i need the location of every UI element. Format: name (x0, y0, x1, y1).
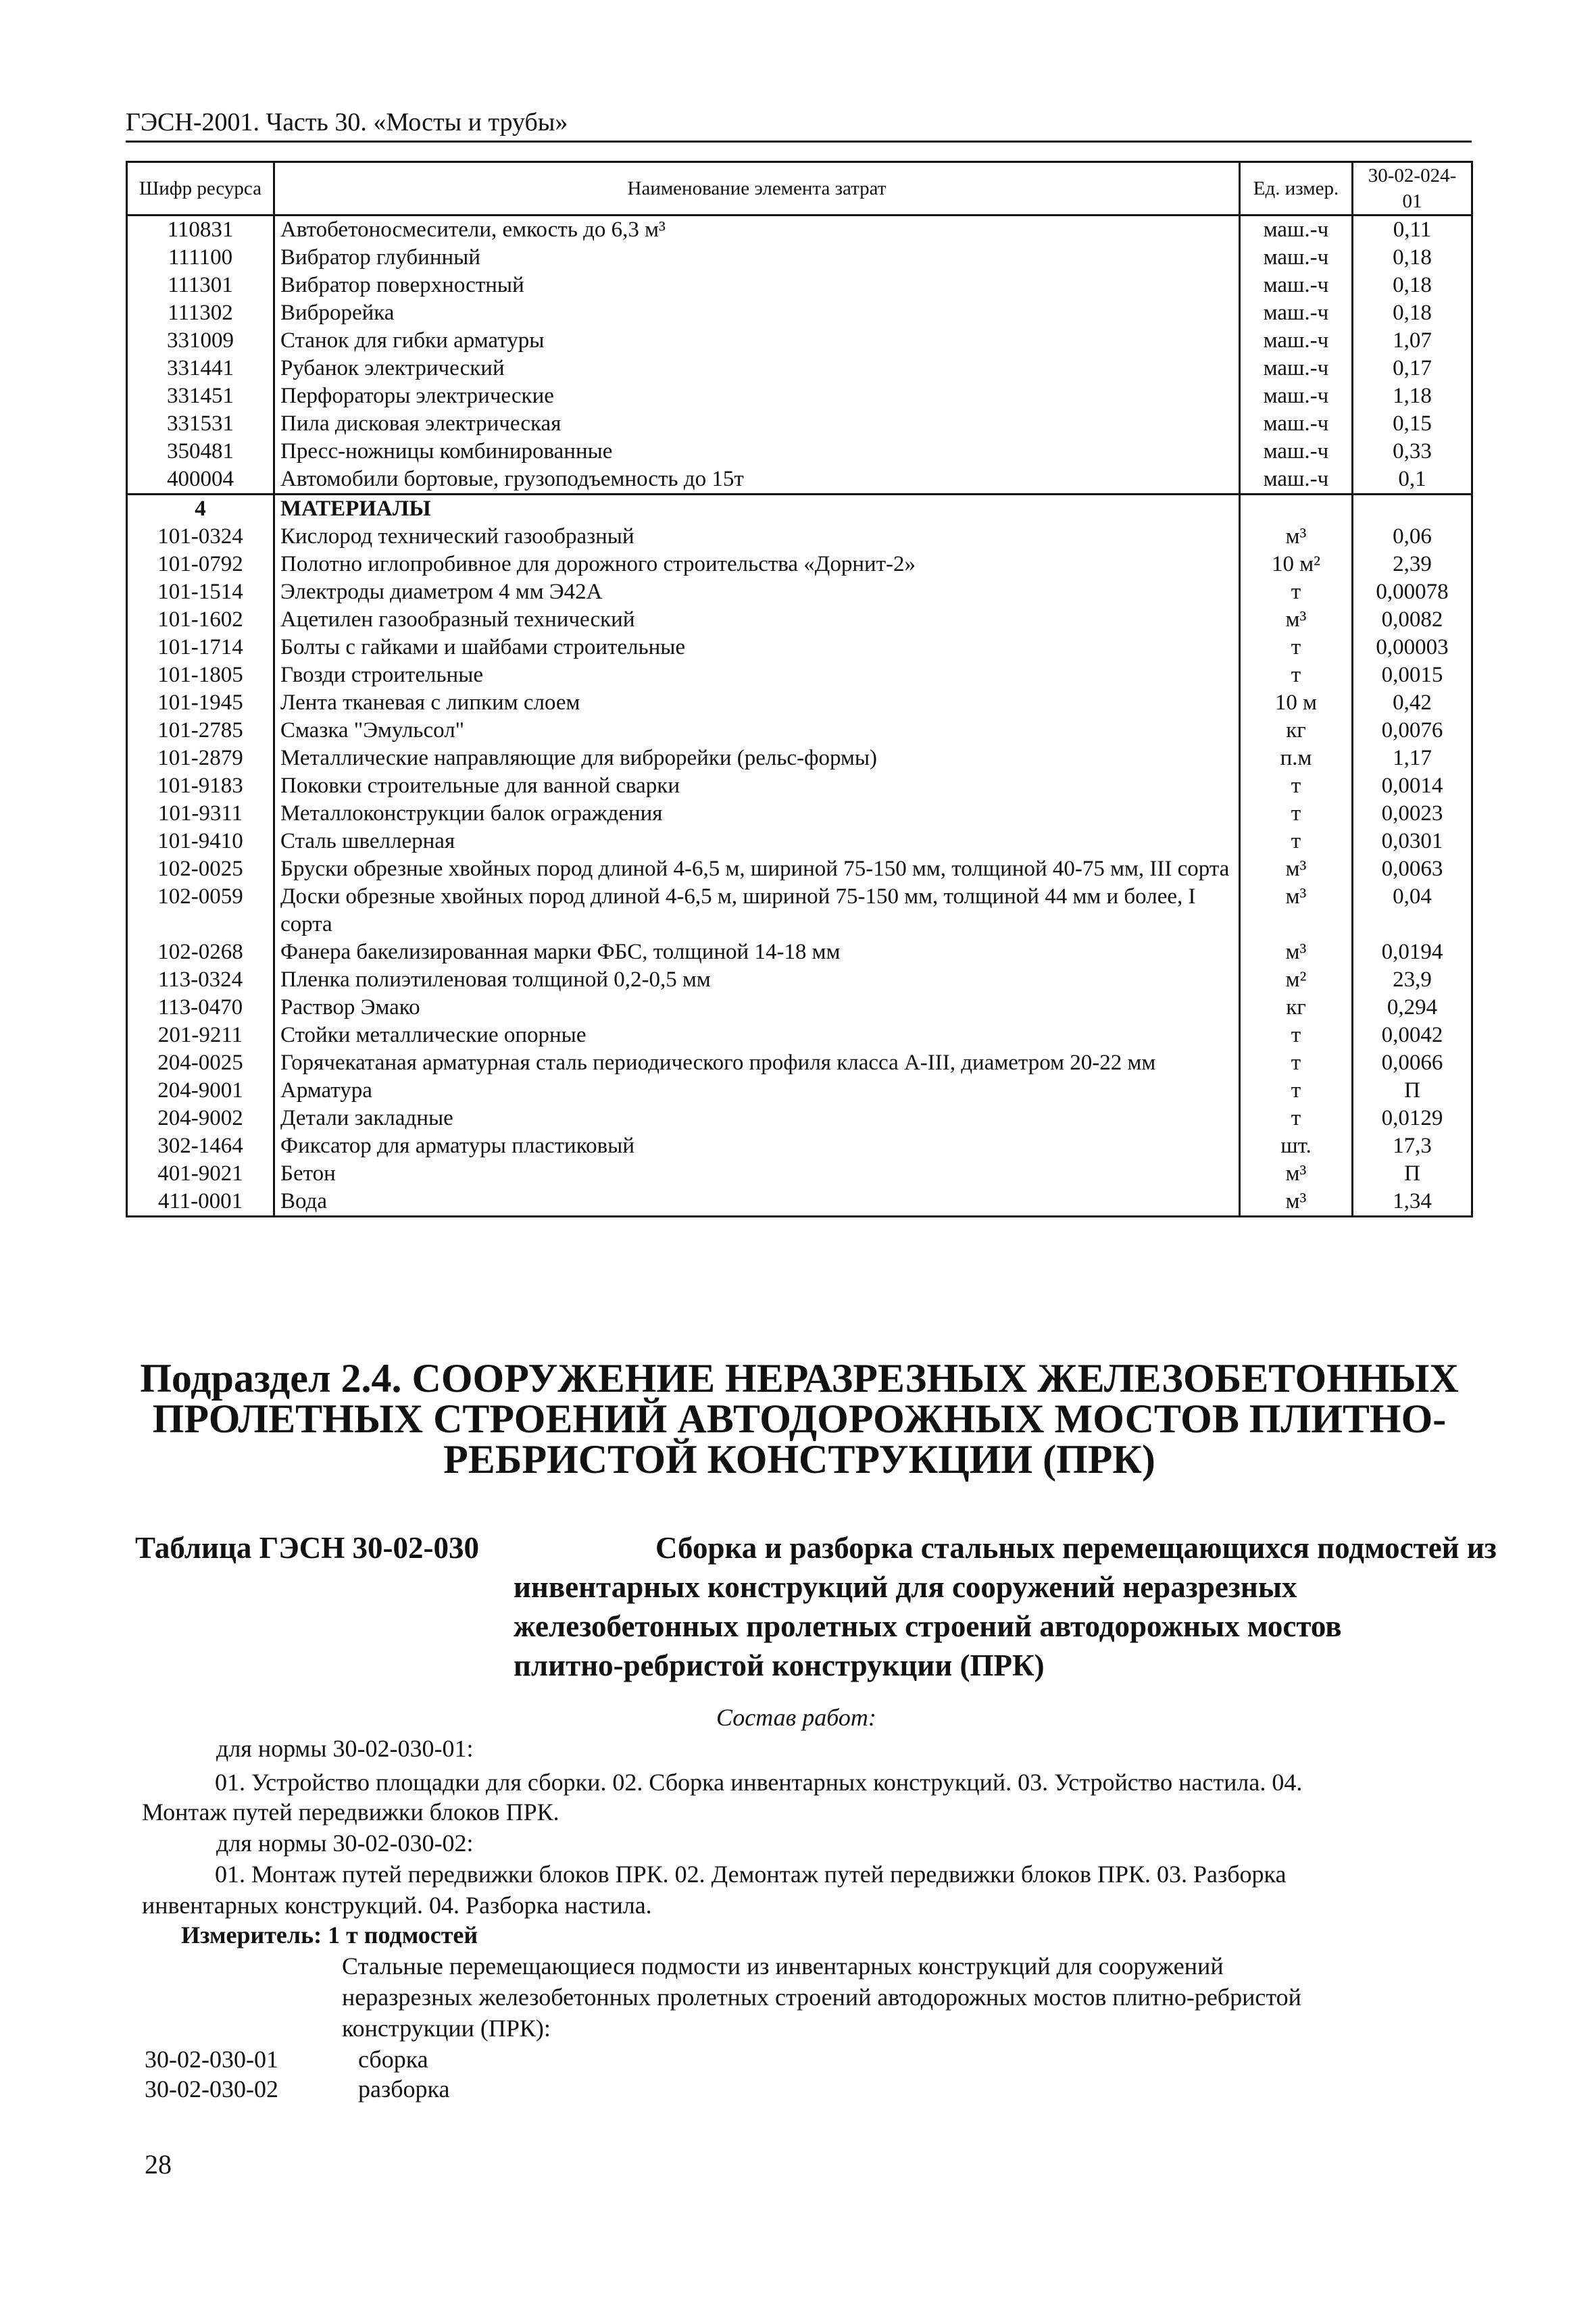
cell-name: Пресс-ножницы комбинированные (274, 438, 1240, 466)
cell-unit: маш.-ч (1240, 410, 1353, 438)
cell-name: Автомобили бортовые, грузоподъемность до 15т (274, 466, 1240, 495)
cell-value: 0,0129 (1353, 1105, 1472, 1132)
cell-unit: маш.-ч (1240, 466, 1353, 495)
cell-value: 0,11 (1353, 216, 1472, 245)
table-row (127, 828, 1472, 855)
table-row (127, 244, 1472, 272)
cell-unit: 10 м² (1240, 551, 1353, 578)
table-title-lead: Таблица ГЭСН 30-02-030 (135, 1531, 479, 1565)
cell-code: 101-2785 (127, 717, 274, 745)
cell-code: 350481 (127, 438, 274, 466)
cell-unit: маш.-ч (1240, 382, 1353, 410)
cell-value: 0,0042 (1353, 1022, 1472, 1049)
cell-unit: м³ (1240, 1160, 1353, 1188)
norm2-line-1: 01. Монтаж путей передвижки блоков ПРК. 02. Демонтаж путей передвижки блоков ПРК. 03. Разборка (215, 1861, 1287, 1888)
empty-cell (1240, 495, 1353, 524)
cell-name: Поковки строительные для ванной сварки (274, 772, 1240, 800)
cell-code: 204-0025 (127, 1049, 274, 1077)
table-title-line-3: железобетонных пролетных строений автодорожных мостов (514, 1609, 1342, 1643)
table-row (127, 551, 1472, 578)
cell-code: 101-9183 (127, 772, 274, 800)
norm1-line-2: Монтаж путей передвижки блоков ПРК. (142, 1799, 559, 1826)
cell-value: 0,0082 (1353, 606, 1472, 634)
table-row (127, 966, 1472, 994)
cell-name: Фиксатор для арматуры пластиковый (274, 1132, 1240, 1160)
cell-unit: маш.-ч (1240, 272, 1353, 299)
measure-item-label: сборка (358, 2046, 428, 2073)
cell-code: 201-9211 (127, 1022, 274, 1049)
norm2-label: для нормы 30-02-030-02: (216, 1830, 474, 1857)
subsection-line-1: Подраздел 2.4. СООРУЖЕНИЕ НЕРАЗРЕЗНЫХ ЖЕЛЕЗОБЕТОННЫХ (140, 1356, 1459, 1401)
cell-name: Вибратор глубинный (274, 244, 1240, 272)
cell-value: 0,0066 (1353, 1049, 1472, 1077)
cell-unit: т (1240, 578, 1353, 606)
table-row (127, 355, 1472, 382)
cell-code: 331009 (127, 327, 274, 355)
measure-item-label: разборка (358, 2076, 450, 2103)
cell-value: 0,0014 (1353, 772, 1472, 800)
norm1-label: для нормы 30-02-030-01: (216, 1735, 474, 1762)
table-row (127, 327, 1472, 355)
cell-code: 331531 (127, 410, 274, 438)
cell-unit: т (1240, 1049, 1353, 1077)
header-name: Наименование элемента затрат (274, 162, 1240, 216)
table-row (127, 523, 1472, 551)
table-row (127, 689, 1472, 717)
table-row (127, 855, 1472, 883)
table-row (127, 717, 1472, 745)
table-row (127, 938, 1472, 966)
header-norm: 30-02-024-01 (1353, 162, 1472, 216)
cell-code: 101-1714 (127, 634, 274, 661)
cell-value: 0,0063 (1353, 855, 1472, 883)
cell-code: 102-0025 (127, 855, 274, 883)
cell-unit: т (1240, 1105, 1353, 1132)
cell-unit: т (1240, 1022, 1353, 1049)
cell-name: Металлические направляющие для виброрейки (рельс-формы) (274, 745, 1240, 772)
resources-table (126, 161, 1473, 1217)
cell-name: Горячекатаная арматурная сталь периодического профиля класса А-III, диаметром 20-22 мм (274, 1049, 1240, 1077)
cell-value: 1,34 (1353, 1188, 1472, 1217)
cell-value: 2,39 (1353, 551, 1472, 578)
table-row (127, 634, 1472, 661)
cell-name: Металлоконструкции балок ограждения (274, 800, 1240, 828)
cell-code: 101-2879 (127, 745, 274, 772)
norm2-line-2: инвентарных конструкций. 04. Разборка настила. (142, 1892, 652, 1919)
cell-name: Детали закладные (274, 1105, 1240, 1132)
cell-code: 113-0324 (127, 966, 274, 994)
cell-unit: маш.-ч (1240, 216, 1353, 245)
table-row (127, 883, 1472, 938)
cell-name: Пила дисковая электрическая (274, 410, 1240, 438)
cell-name: Рубанок электрический (274, 355, 1240, 382)
table-row (127, 1049, 1472, 1077)
cell-value: 0,294 (1353, 994, 1472, 1022)
cell-value: 0,0015 (1353, 661, 1472, 689)
header-unit: Ед. измер. (1240, 162, 1353, 216)
composition-heading: Состав работ: (716, 1704, 876, 1731)
cell-unit: м³ (1240, 1188, 1353, 1217)
table-row (127, 410, 1472, 438)
cell-name: Пленка полиэтиленовая толщиной 0,2-0,5 мм (274, 966, 1240, 994)
table-row (127, 800, 1472, 828)
cell-unit: кг (1240, 994, 1353, 1022)
cell-unit: маш.-ч (1240, 244, 1353, 272)
page-number: 28 (145, 2149, 172, 2180)
cell-name: Полотно иглопробивное для дорожного строительства «Дорнит-2» (274, 551, 1240, 578)
cell-unit: м³ (1240, 855, 1353, 883)
table-row (127, 1022, 1472, 1049)
section-row (127, 495, 1472, 524)
measure-desc-3: конструкции (ПРК): (342, 2015, 551, 2042)
cell-code: 113-0470 (127, 994, 274, 1022)
table-row (127, 382, 1472, 410)
table-row (127, 299, 1472, 327)
cell-name: Перфораторы электрические (274, 382, 1240, 410)
header-code: Шифр ресурса (127, 162, 274, 216)
subsection-line-2: ПРОЛЕТНЫХ СТРОЕНИЙ АВТОДОРОЖНЫХ МОСТОВ ПЛИТНО- (152, 1397, 1447, 1441)
cell-unit: шт. (1240, 1132, 1353, 1160)
cell-name: Станок для гибки арматуры (274, 327, 1240, 355)
cell-value: 0,0023 (1353, 800, 1472, 828)
cell-code: 204-9001 (127, 1077, 274, 1105)
cell-unit: т (1240, 772, 1353, 800)
cell-name: Сталь швеллерная (274, 828, 1240, 855)
cell-value: 0,00003 (1353, 634, 1472, 661)
measure-desc-1: Стальные перемещающиеся подмости из инвентарных конструкций для сооружений (342, 1953, 1224, 1980)
cell-unit: м² (1240, 966, 1353, 994)
cell-name: Лента тканевая с липким слоем (274, 689, 1240, 717)
cell-name: Электроды диаметром 4 мм Э42А (274, 578, 1240, 606)
table-title-line-2: инвентарных конструкций для сооружений неразрезных (514, 1570, 1297, 1604)
cell-code: 411-0001 (127, 1188, 274, 1217)
cell-code: 101-1514 (127, 578, 274, 606)
cell-code: 101-1602 (127, 606, 274, 634)
subsection-title (126, 1358, 1473, 1480)
cell-name: Автобетоносмесители, емкость до 6,3 м³ (274, 216, 1240, 245)
cell-value: 23,9 (1353, 966, 1472, 994)
cell-unit: маш.-ч (1240, 438, 1353, 466)
cell-code: 331441 (127, 355, 274, 382)
norm1-line-1: 01. Устройство площадки для сборки. 02. Сборка инвентарных конструкций. 03. Устройство настила. 04. (215, 1769, 1303, 1796)
cell-unit: кг (1240, 717, 1353, 745)
cell-code: 101-0792 (127, 551, 274, 578)
cell-unit: м³ (1240, 938, 1353, 966)
cell-unit: т (1240, 800, 1353, 828)
cell-value: 0,06 (1353, 523, 1472, 551)
cell-value: 0,00078 (1353, 578, 1472, 606)
cell-unit: м³ (1240, 523, 1353, 551)
measure-desc-2: неразрезных железобетонных пролетных строений автодорожных мостов плитно-ребристой (342, 1984, 1301, 2011)
cell-value: 0,17 (1353, 355, 1472, 382)
cell-code: 102-0268 (127, 938, 274, 966)
table-row (127, 606, 1472, 634)
cell-code: 204-9002 (127, 1105, 274, 1132)
cell-code: 101-1945 (127, 689, 274, 717)
table-title-line-4: плитно-ребристой конструкции (ПРК) (514, 1649, 1045, 1682)
table-body (127, 216, 1472, 1217)
empty-cell (1353, 495, 1472, 524)
section-code: 4 (127, 495, 274, 524)
cell-name: Вода (274, 1188, 1240, 1217)
cell-value: 0,18 (1353, 244, 1472, 272)
cell-unit: т (1240, 828, 1353, 855)
cell-value: 0,0194 (1353, 938, 1472, 966)
table-row (127, 578, 1472, 606)
table-row (127, 1077, 1472, 1105)
cell-code: 101-1805 (127, 661, 274, 689)
cell-value: П (1353, 1077, 1472, 1105)
cell-unit: маш.-ч (1240, 355, 1353, 382)
cell-name: Фанера бакелизированная марки ФБС, толщиной 14-18 мм (274, 938, 1240, 966)
table-header-row (127, 162, 1472, 216)
cell-name: Виброрейка (274, 299, 1240, 327)
cell-value: П (1353, 1160, 1472, 1188)
cell-unit: 10 м (1240, 689, 1353, 717)
cell-code: 400004 (127, 466, 274, 495)
cell-value: 0,18 (1353, 272, 1472, 299)
cell-name: Ацетилен газообразный технический (274, 606, 1240, 634)
cell-value: 1,07 (1353, 327, 1472, 355)
cell-name: Вибратор поверхностный (274, 272, 1240, 299)
cell-name: Кислород технический газообразный (274, 523, 1240, 551)
section-title: МАТЕРИАЛЫ (274, 495, 1240, 524)
table-row (127, 438, 1472, 466)
cell-code: 110831 (127, 216, 274, 245)
cell-unit: т (1240, 1077, 1353, 1105)
cell-name: Бетон (274, 1160, 1240, 1188)
cell-value: 1,18 (1353, 382, 1472, 410)
subsection-line-3: РЕБРИСТОЙ КОНСТРУКЦИИ (ПРК) (443, 1437, 1155, 1482)
cell-code: 111301 (127, 272, 274, 299)
cell-unit: п.м (1240, 745, 1353, 772)
cell-value: 17,3 (1353, 1132, 1472, 1160)
cell-unit: м³ (1240, 606, 1353, 634)
cell-name: Бруски обрезные хвойных пород длиной 4-6,5 м, шириной 75-150 мм, толщиной 40-75 мм, III сорта (274, 855, 1240, 883)
cell-code: 101-9410 (127, 828, 274, 855)
table-row (127, 772, 1472, 800)
cell-value: 0,0301 (1353, 828, 1472, 855)
cell-name: Раствор Эмако (274, 994, 1240, 1022)
cell-value: 0,0076 (1353, 717, 1472, 745)
cell-value: 0,18 (1353, 299, 1472, 327)
cell-unit: маш.-ч (1240, 327, 1353, 355)
cell-unit: т (1240, 661, 1353, 689)
table-row (127, 466, 1472, 495)
cell-code: 101-0324 (127, 523, 274, 551)
cell-name: Гвозди строительные (274, 661, 1240, 689)
table-row (127, 1160, 1472, 1188)
table-row (127, 994, 1472, 1022)
table-row (127, 745, 1472, 772)
cell-name: Арматура (274, 1077, 1240, 1105)
cell-value: 0,1 (1353, 466, 1472, 495)
cell-unit: м³ (1240, 883, 1353, 938)
cell-code: 302-1464 (127, 1132, 274, 1160)
running-header: ГЭСН-2001. Часть 30. «Мосты и трубы» (126, 107, 1472, 143)
cell-value: 0,04 (1353, 883, 1472, 938)
cell-code: 401-9021 (127, 1160, 274, 1188)
cell-value: 0,15 (1353, 410, 1472, 438)
cell-name: Доски обрезные хвойных пород длиной 4-6,5 м, шириной 75-150 мм, толщиной 44 мм и более, I сорта (274, 883, 1240, 938)
cell-code: 102-0059 (127, 883, 274, 938)
cell-name: Смазка "Эмульсол" (274, 717, 1240, 745)
cell-code: 111100 (127, 244, 274, 272)
cell-value: 0,33 (1353, 438, 1472, 466)
table-row (127, 1105, 1472, 1132)
table-row (127, 1188, 1472, 1217)
cell-code: 111302 (127, 299, 274, 327)
cell-value: 1,17 (1353, 745, 1472, 772)
table-row (127, 216, 1472, 245)
cell-code: 101-9311 (127, 800, 274, 828)
measure-item-code: 30-02-030-01 (145, 2046, 278, 2073)
table-row (127, 272, 1472, 299)
measure-item-code: 30-02-030-02 (145, 2076, 278, 2103)
table-title-line-1: Сборка и разборка стальных перемещающихся подмостей из (655, 1531, 1497, 1565)
cell-name: Стойки металлические опорные (274, 1022, 1240, 1049)
cell-value: 0,42 (1353, 689, 1472, 717)
table-row (127, 661, 1472, 689)
table-row (127, 1132, 1472, 1160)
cell-unit: маш.-ч (1240, 299, 1353, 327)
cell-unit: т (1240, 634, 1353, 661)
measure-label: Измеритель: 1 т подмостей (181, 1921, 478, 1948)
cell-code: 331451 (127, 382, 274, 410)
cell-name: Болты с гайками и шайбами строительные (274, 634, 1240, 661)
